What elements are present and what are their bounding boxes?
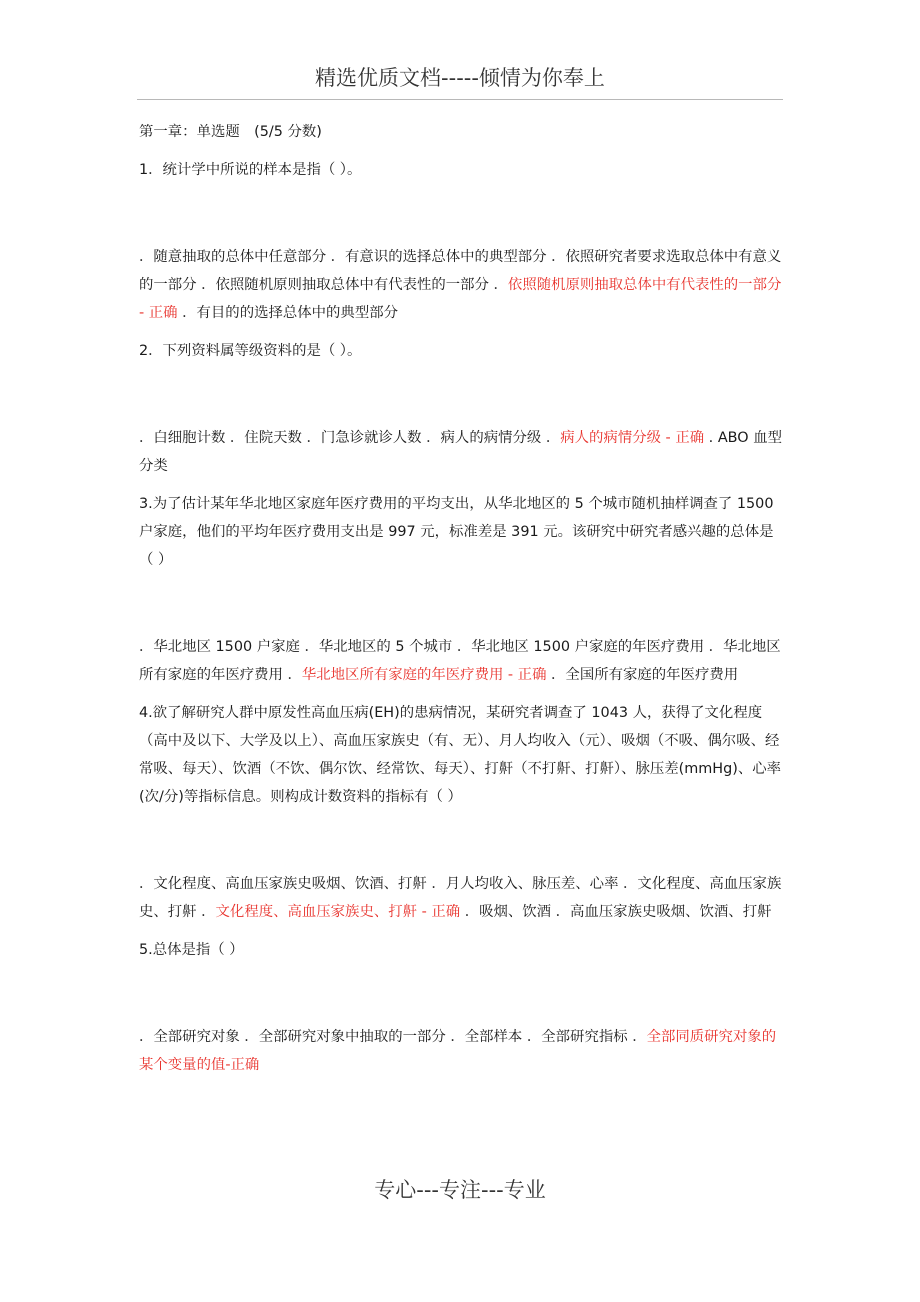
options-text: ．全部研究对象 ．全部研究对象中抽取的一部分 ．全部样本 ．全部研究指标 ． [139,1029,647,1045]
page-header: 精选优质文档-----倾情为你奉上 [315,66,605,90]
question-options [139,424,785,480]
question-options [139,1023,785,1079]
options-text: ．全国所有家庭的年医疗费用 [546,667,739,683]
question-stem: 4.欲了解研究人群中原发性高血压病(EH)的患病情况，某研究者调查了 1043 人，获得了文化程度（高中及以下、大学及以上）、高血压家族史（有、无）、月人均收入（元）、吸烟（不吸、偶尔吸、经常吸、每天）、饮酒（不饮、偶尔饮、经常饮、每天）、打鼾（不打鼾、打鼾）、脉压差(mmHg)、心率(次/分)等指标信息。则构成计数资料的指标有（ ） [139,705,782,805]
options-text: ．白细胞计数 ．住院天数 ．门急诊就诊人数 ．病人的病情分级 ． [139,430,561,446]
options-text: ．华北地区 1500 户家庭 ．华北地区的 5 个城市 ．华北地区 1500 户家庭的年医疗费用 ．华北地区所有家庭的年医疗费用 ． [139,639,781,683]
question-stem: 3.为了估计某年华北地区家庭年医疗费用的平均支出，从华北地区的 5 个城市随机抽样调查了 1500 户家庭，他们的平均年医疗费用支出是 997 元，标准差是 391 元。该研究中研究者感兴趣的总体是（ ） [139,496,774,568]
options-text: . ABO 血型分类 [139,430,782,474]
options-text: ．随意抽取的总体中任意部分 ．有意识的选择总体中的典型部分 ．依照研究者要求选取总体中有意义的一部分 ．依照随机原则抽取总体中有代表性的一部分 ． [139,249,782,293]
correct-answer: 华北地区所有家庭的年医疗费用 - 正确 [301,667,547,683]
question-options [139,243,785,327]
correct-answer: 依照随机原则抽取总体中有代表性的一部分 - 正确 [139,277,782,321]
options-text: ．文化程度、高血压家族史吸烟、饮酒、打鼾 ．月人均收入、脉压差、心率 ．文化程度、高血压家族史、打鼾 ． [139,876,782,920]
header-divider [137,99,783,100]
question-stem: 2．下列资料属等级资料的是（ ）。 [139,343,362,359]
correct-answer: 病人的病情分级 - 正确 [560,430,705,446]
correct-answer: 全部同质研究对象的某个变量的值-正确 [139,1029,777,1073]
question-options [139,870,785,926]
document-body [139,118,785,1079]
correct-answer: 文化程度、高血压家族史、打鼾 - 正确 [215,904,461,920]
question-options [139,633,785,689]
options-text: ．有目的的选择总体中的典型部分 [177,305,398,321]
options-text: ．吸烟、饮酒 ．高血压家族史吸烟、饮酒、打鼾 [460,904,772,920]
page-footer: 专心---专注---专业 [374,1178,546,1202]
question-stem: 1．统计学中所说的样本是指（ ）。 [139,162,362,178]
question-stem: 5.总体是指（ ） [139,942,244,958]
section-title: 第一章：单选题 (5/5 分数) [139,124,322,140]
